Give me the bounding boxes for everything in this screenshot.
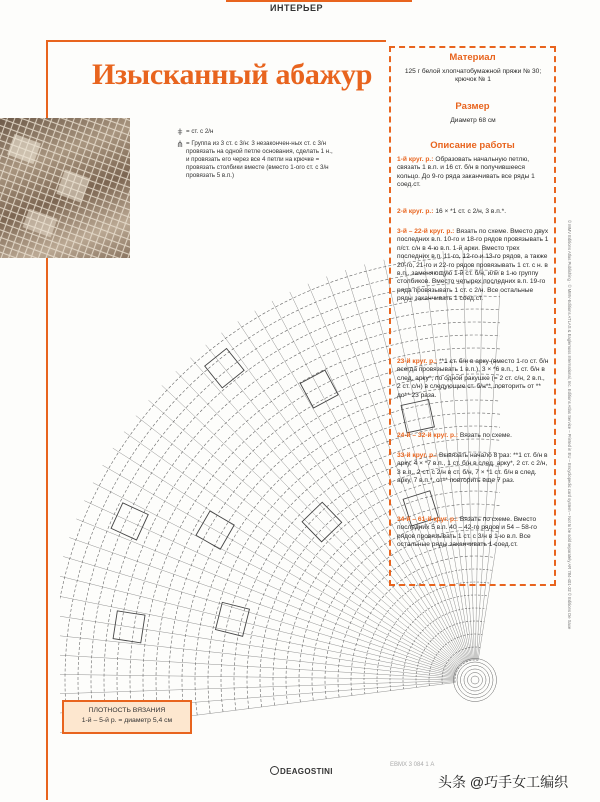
publisher-mark-icon — [270, 766, 279, 775]
material-text: 125 г белой хлопчатобумажной пряжи № 30; крючок № 1 — [404, 68, 542, 84]
double-treble-symbol-icon: ǂ — [177, 127, 183, 137]
gauge-title: ПЛОТНОСТЬ ВЯЗАНИЯ — [88, 707, 166, 714]
section-label: ИНТЕРЬЕР — [270, 3, 323, 13]
publisher-logo: DEAGOSTINI — [270, 766, 333, 776]
article-title: Изысканный абажур — [92, 58, 373, 91]
row-instruction: 2-й круг. р.: 16 × *1 ст. с 2/н, 3 в.п.*. — [397, 208, 507, 215]
row-instruction: 24-й – 32-й круг. р.: Вязать по схеме. — [397, 432, 512, 439]
size-text: Диаметр 68 см — [450, 117, 496, 124]
gauge-box — [62, 700, 192, 734]
stitch-legend — [174, 128, 334, 184]
legend-item: ⋔ = Группа из 3 ст. с 3/н: 3 незакончен-ных ст. с 3/н провязать на одной петле основания, сделать 1 н., и провязать его через все 4 петли на крючке = провязать столбики вместе (вместо 1-ого ст. с 3/н провязать 5 в.п.) — [174, 140, 334, 180]
description-heading: Описание работы — [430, 140, 515, 151]
row-instruction: 1-й круг. р.: Образовать начальную петлю, связать 1 в.п. и 16 ст. б/н в получившееся кольцо. До 9-го ряда заканчивать все ряды 1 соед.ст. — [397, 156, 535, 189]
instructions-panel — [389, 46, 556, 586]
legend-item: ǂ = ст. с 2/н — [174, 128, 334, 136]
row-instruction: 3-й – 22-й круг. р.: Вязать по схеме. Вместо двух последних в.п. 10-го и 18-го рядов провязывать 1 п/ст. с/н в 4-ю в.п. 1-й арки. Вместо трех последних в.п. 11-го, 12-го и 13-го рядов, а также 20-го, 21-го и 22-го рядов провязывать 1 ст. с н. в в.п., заменяющую 1-й ст. б/н, или в 1-ю группу столбиков. Вместо четырех последних в.п. 19-го ряда провязывать 1 ст. с 2/н. Все остальные ряды заканчивать 1 соед.ст. — [397, 228, 549, 303]
watermark: 头条 @巧手女工编织 — [438, 774, 569, 790]
copyright-credit: © MMV Editions Atlas Publishing · © MMV-Editions ATLAS & Eaglemoss International, Inc. Editions Atlas Service – Printed in EU – Encyclopedic card system – Not to be sold separately AR 784-401-32 © Editions De Saxe — [567, 220, 572, 630]
gauge-text: 1-й – 5-й р. = диаметр 5,4 см — [81, 717, 173, 724]
page-code: ЕВМХ 3 084 1 A — [390, 762, 435, 768]
row-instruction: 23-й круг. р.: **1 ст. б/н в арку (вместо 1-го ст. б/н всегда провязывать 1 в.п.), 3 × *6 в.п., 1 ст. б/н в след. арку*, по одной ракушке (= 2 ст. с/н, 2 в.п., 2 ст. с/н) в следующие ст. б/н**, повторить от ** до** 23 раза. — [397, 358, 549, 399]
row-instruction: 34-й – 61-й круг. р.: Вязать по схеме. Вместо последних 5 в.п. 40 – 42-го рядов и 54 – 58-го рядов провязывать 1 ст. с 3/н в 1-ю в.п. Все остальные ряды заканчивать 1 соед.ст. — [397, 516, 537, 549]
size-heading: Размер — [455, 101, 490, 112]
cluster-symbol-icon: ⋔ — [176, 139, 184, 149]
material-heading: Материал — [449, 52, 496, 63]
header-rule — [226, 0, 412, 2]
row-instruction: 33-й круг. р.: Вывязать начало 8 раз: **1 ст. б/н в арку, 4 × *7 в.п., 1 ст. б/н в след. арку*, 2 ст. с 2/н, 3 в.п., 2 ст. с 2/н в ст. б/н, 7 × *1 ст. б/н в след. арку, 7 в.п.*, от** повторить еще 7 раз. — [397, 452, 548, 485]
